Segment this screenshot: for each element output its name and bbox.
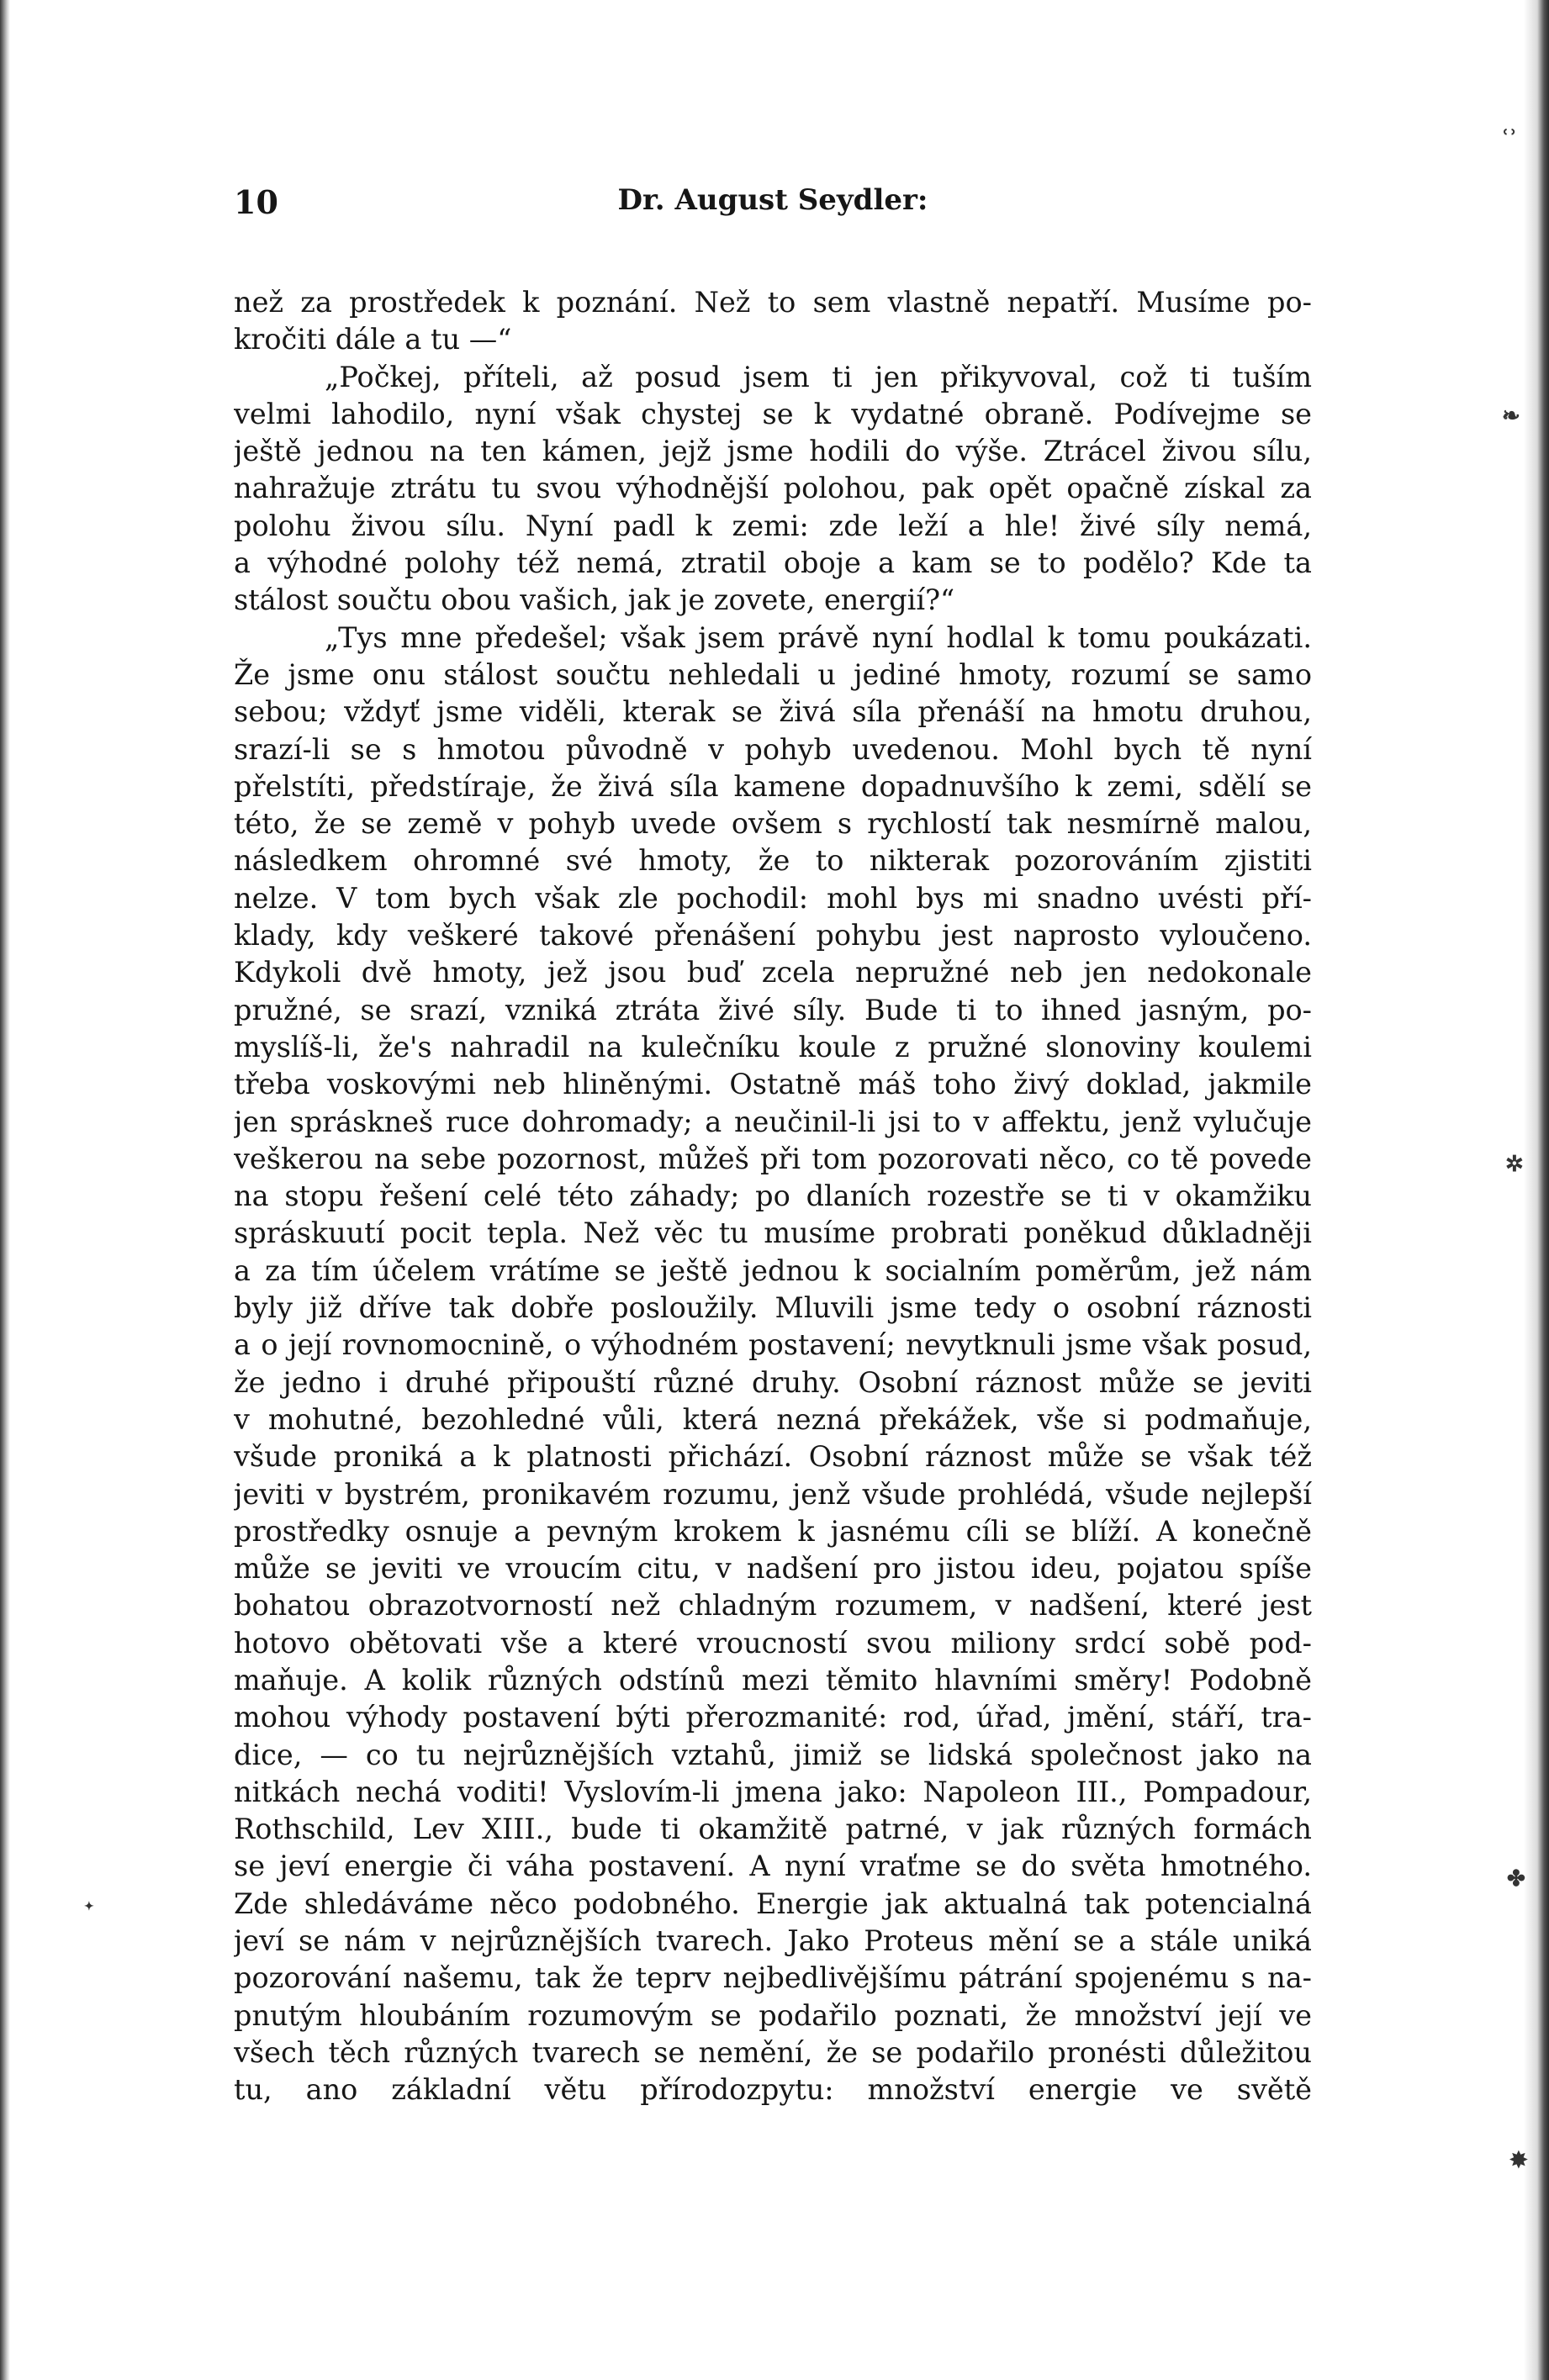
running-title: Dr. August Seydler:: [617, 183, 928, 217]
text-line: této, že se země v pohyb uvede ovšem s rychlostí tak nesmírně malou,: [234, 807, 1312, 841]
body-text: [234, 284, 1312, 2109]
text-line: srazí-li se s hmotou původně v pohyb uvedenou. Mohl bych tě nyní: [234, 732, 1312, 766]
text-line: pozorování našemu, tak že teprv nejbedlivějšímu pátrání spojenému s na-: [234, 1961, 1312, 1995]
text-line: mohou výhody postavení býti přerozmanité: rod, úřad, jmění, stáří, tra-: [234, 1701, 1312, 1734]
text-line: myslíš-li, že's nahradil na kulečníku koule z pružné slonoviny koulemi: [234, 1030, 1312, 1063]
text-line: Kdykoli dvě hmoty, jež jsou buď zcela nepružné neb jen nedokonale: [234, 956, 1312, 989]
text-line: sebou; vždyť jsme viděli, kterak se živá síla přenáší na hmotu druhou,: [234, 695, 1312, 729]
text-line: tu, ano základní větu přírodozpytu: množství energie ve světě: [234, 2073, 1312, 2107]
text-line: polohu živou sílu. Nyní padl k zemi: zde leží a hle! živé síly nemá,: [234, 509, 1312, 542]
text-line: veškerou na sebe pozornost, můžeš při tom pozorovati něco, co tě povede: [234, 1142, 1312, 1175]
text-line: nahražuje ztrátu tu svou výhodnější polohou, pak opět opačně získal za: [234, 472, 1312, 505]
text-line: Zde shledáváme něco podobného. Energie jak aktualná tak potencialná: [234, 1887, 1312, 1920]
text-line: dice, — co tu nejrůznějších vztahů, jimiž se lidská společnost jako na: [234, 1738, 1312, 1771]
text-line: nelze. V tom bych však zle pochodil: mohl bys mi snadno uvésti pří-: [234, 881, 1312, 915]
text-line: na stopu řešení celé této záhady; po dlaních rozestře se ti v okamžiku: [234, 1179, 1312, 1213]
text-line: Rothschild, Lev XIII., bude ti okamžitě patrné, v jak různých formách: [234, 1813, 1312, 1846]
running-head: [234, 183, 1312, 234]
text-line: než za prostředek k poznání. Než to sem vlastně nepatří. Musíme po-: [234, 286, 1312, 319]
text-line: jeviti v bystrém, pronikavém rozumu, jenž všude prohlédá, všude nejlepší: [234, 1477, 1312, 1511]
text-line: kročiti dále a tu —“: [234, 323, 512, 356]
text-line: „Tys mne předešel; však jsem právě nyní hodlal k tomu poukázati.: [325, 620, 1312, 654]
text-line: že jedno i druhé připouští různé druhy. Osobní ráznost může se jeviti: [234, 1365, 1312, 1399]
text-line: nitkách nechá voditi! Vyslovím-li jmena jako: Napoleon III., Pompadour,: [234, 1775, 1312, 1808]
text-line: může se jeviti ve vroucím citu, v nadšení pro jistou ideu, pojatou spíše: [234, 1552, 1312, 1586]
text-line: třeba voskovými neb hliněnými. Ostatně máš toho živý doklad, jakmile: [234, 1068, 1312, 1101]
text-line: jen spráskneš ruce dohromady; a neučinil-li jsi to v affektu, jenž vylučuje: [234, 1105, 1312, 1138]
text-line: Že jsme onu stálost součtu nehledali u jediné hmoty, rozumí se samo: [234, 657, 1312, 691]
text-line: spráskuutí pocit tepla. Než věc tu musíme probrati poněkud důkladněji: [234, 1216, 1312, 1250]
text-line: všech těch různých tvarech se nemění, že se podařilo pronésti důležitou: [234, 2035, 1312, 2069]
text-line: následkem ohromné své hmoty, že to nikterak pozorováním zjistiti: [234, 844, 1312, 878]
margin-speck: ✲: [1505, 1152, 1524, 1177]
text-line: pružné, se srazí, vzniká ztráta živé síly. Bude ti to ihned jasným, po-: [234, 993, 1312, 1026]
text-line: a výhodné polohy též nemá, ztratil oboje a kam se to podělo? Kde ta: [234, 546, 1312, 580]
text-line: v mohutné, bezohledné vůli, která nezná překážek, vše si podmaňuje,: [234, 1402, 1312, 1436]
margin-speck: ✤: [1507, 1866, 1525, 1892]
text-line: byly již dříve tak dobře posloužily. Mluvili jsme tedy o osobní ráznosti: [234, 1291, 1312, 1325]
text-line: všude proniká a k platnosti přichází. Osobní ráznost může se však též: [234, 1440, 1312, 1474]
text-line: maňuje. A kolik různých odstínů mezi těmito hlavními směry! Podobně: [234, 1663, 1312, 1697]
text-line: velmi lahodilo, nyní však chystej se k vydatné obraně. Podívejme se: [234, 397, 1312, 430]
text-line: se jeví energie či váha postavení. A nyní vraťme se do světa hmotného.: [234, 1850, 1312, 1883]
margin-speck: ʿʾ: [1501, 126, 1518, 151]
text-line: a za tím účelem vrátíme se ještě jednou k socialním poměrům, jež nám: [234, 1253, 1312, 1287]
text-line: prostředky osnuje a pevným krokem k jasnému cíli se blíží. A konečně: [234, 1514, 1312, 1548]
scan-left-edge: [0, 0, 10, 2380]
scan-right-edge: [1524, 0, 1549, 2380]
text-line: stálost součtu obou vašich, jak je zovete, energií?“: [234, 583, 955, 617]
page-number: 10: [234, 183, 278, 221]
text-line: a o její rovnomocnině, o výhodném postavení; nevytknuli jsme však posud,: [234, 1328, 1312, 1362]
margin-speck: ❧: [1502, 404, 1520, 429]
text-line: hotovo obětovati vše a které vroucností svou miliony srdcí sobě pod-: [234, 1626, 1312, 1660]
text-line: ještě jednou na ten kámen, jejž jsme hodili do výše. Ztrácel živou sílu,: [234, 435, 1312, 468]
text-line: pnutým hloubáním rozumovým se podařilo poznati, že množství její ve: [234, 1998, 1312, 2032]
text-line: jeví se nám v nejrůznějších tvarech. Jako Proteus mění se a stále uniká: [234, 1924, 1312, 1958]
text-line: klady, kdy veškeré takové přenášení pohybu jest naprosto vyloučeno.: [234, 919, 1312, 953]
margin-speck: ✦: [84, 1900, 94, 1913]
book-page: [234, 183, 1312, 2109]
text-line: přelstíti, předstíraje, že živá síla kamene dopadnuvšího k zemi, sdělí se: [234, 769, 1312, 803]
text-line: bohatou obrazotvorností než chladným rozumem, v nadšení, které jest: [234, 1589, 1312, 1623]
text-line: „Počkej, příteli, až posud jsem ti jen přikyvoval, což ti tuším: [325, 360, 1312, 393]
margin-speck: ✸: [1509, 2148, 1528, 2173]
